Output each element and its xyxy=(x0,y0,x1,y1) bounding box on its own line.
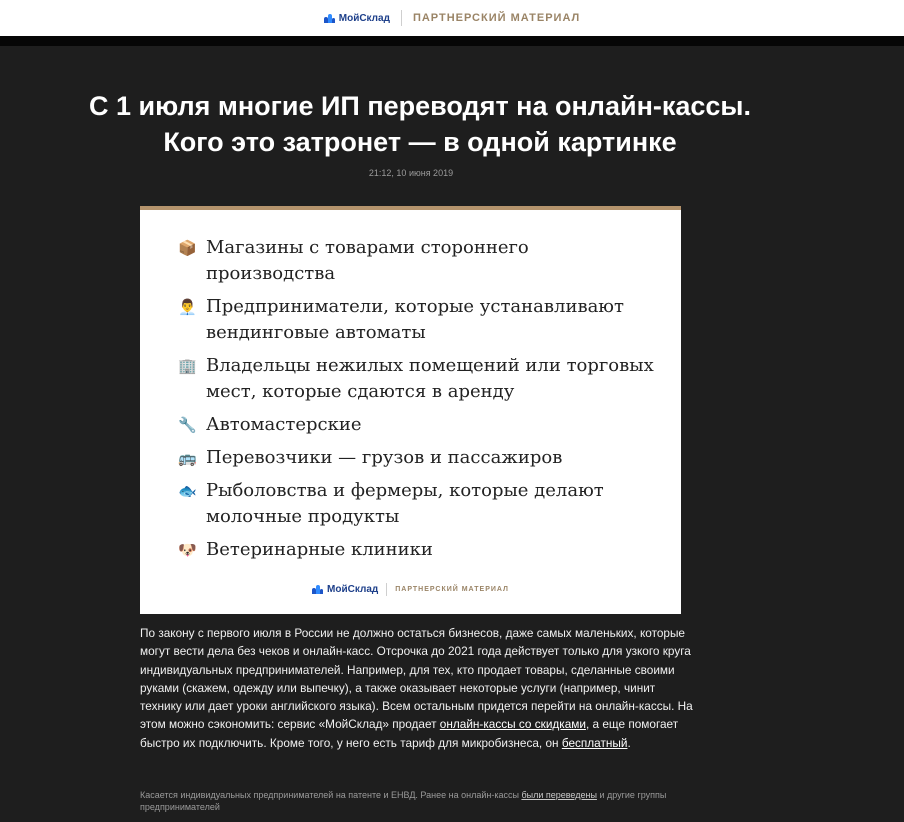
were-transferred-link[interactable]: были переведены xyxy=(521,790,597,800)
header-divider xyxy=(0,36,904,46)
moysklad-logo-icon xyxy=(312,585,323,594)
card-moysklad-logo xyxy=(312,583,387,596)
fish-icon: 🐟 xyxy=(178,482,197,500)
package-icon: 📦 xyxy=(178,239,197,257)
free-plan-link[interactable]: бесплатный xyxy=(561,735,628,750)
logo-text: МойСклад xyxy=(338,12,390,24)
card-footer xyxy=(140,583,681,596)
article-date: 21:12, 10 июня 2019 xyxy=(368,168,454,178)
card-partner-label: ПАРТНЕРСКИЙ МАТЕРИАЛ xyxy=(395,586,509,593)
list-item-text: Предприниматели, которые устанавливают вендинговые автоматы xyxy=(206,296,624,343)
article-title: С 1 июля многие ИП переводят на онлайн-кассы. Кого это затронет — в одной картинке xyxy=(88,91,751,157)
office-building-icon: 🏢 xyxy=(178,357,197,375)
moysklad-logo-icon xyxy=(324,14,335,23)
bus-icon: 🚌 xyxy=(178,449,197,467)
footnote-text-part: и другие группы предпринимателей xyxy=(140,790,667,812)
moysklad-logo[interactable] xyxy=(324,10,402,26)
footnote xyxy=(140,789,700,813)
list-item xyxy=(178,412,658,438)
infographic-card xyxy=(140,206,681,614)
body-text-part: . xyxy=(627,735,631,750)
list-item-text: Рыболовства и фермеры, которые делают молочные продукты xyxy=(206,480,604,527)
list-item xyxy=(178,294,658,346)
footnote-text-part: Касается индивидуальных предпринимателей на патенте и ЕНВД. Ранее на онлайн-кассы xyxy=(140,790,522,800)
list-item xyxy=(178,445,658,471)
list-item xyxy=(178,478,658,530)
discount-registers-link[interactable]: онлайн-кассы со скидками xyxy=(439,717,586,732)
article-body xyxy=(140,624,700,752)
list-item-text: Магазины с товарами стороннего производства xyxy=(206,237,529,284)
wrench-icon: 🔧 xyxy=(178,416,197,434)
infographic-list xyxy=(178,235,658,570)
list-item-text: Ветеринарные клиники xyxy=(206,539,433,560)
body-text-part: По закону с первого июля в России не должно остаться бизнесов, даже самых маленьких, которые могут вести дела без чеков и онлайн-касс. Отсрочка до 2021 года действует только для узкого круга индивидуальных предпринимателей. Например, для тех, кто продает товары, сделанные своими руками (скажем, одежду или выпечку), а также оказывает некоторые услуги (например, чинит технику или дает уроки английского языка). Всем остальным придется перейти на онлайн-кассы. На этом можно сэкономить: сервис «МойСклад» продает xyxy=(140,626,693,732)
list-item xyxy=(178,537,658,563)
list-item xyxy=(178,353,658,405)
list-item xyxy=(178,235,658,287)
partner-header xyxy=(0,0,904,36)
card-logo-text: МойСклад xyxy=(327,584,379,595)
article xyxy=(0,46,904,822)
dog-face-icon: 🐶 xyxy=(178,541,197,559)
list-item-text: Автомастерские xyxy=(206,414,362,435)
body-text-part: , а еще помогает быстро их подключить. Кроме того, у него есть тариф для микробизнеса, он xyxy=(140,717,679,750)
partner-label: ПАРТНЕРСКИЙ МАТЕРИАЛ xyxy=(412,12,581,24)
businessman-icon: 👨‍💼 xyxy=(178,298,197,316)
list-item-text: Перевозчики — грузов и пассажиров xyxy=(206,447,563,468)
list-item-text: Владельцы нежилых помещений или торговых мест, которые сдаются в аренду xyxy=(206,355,654,402)
